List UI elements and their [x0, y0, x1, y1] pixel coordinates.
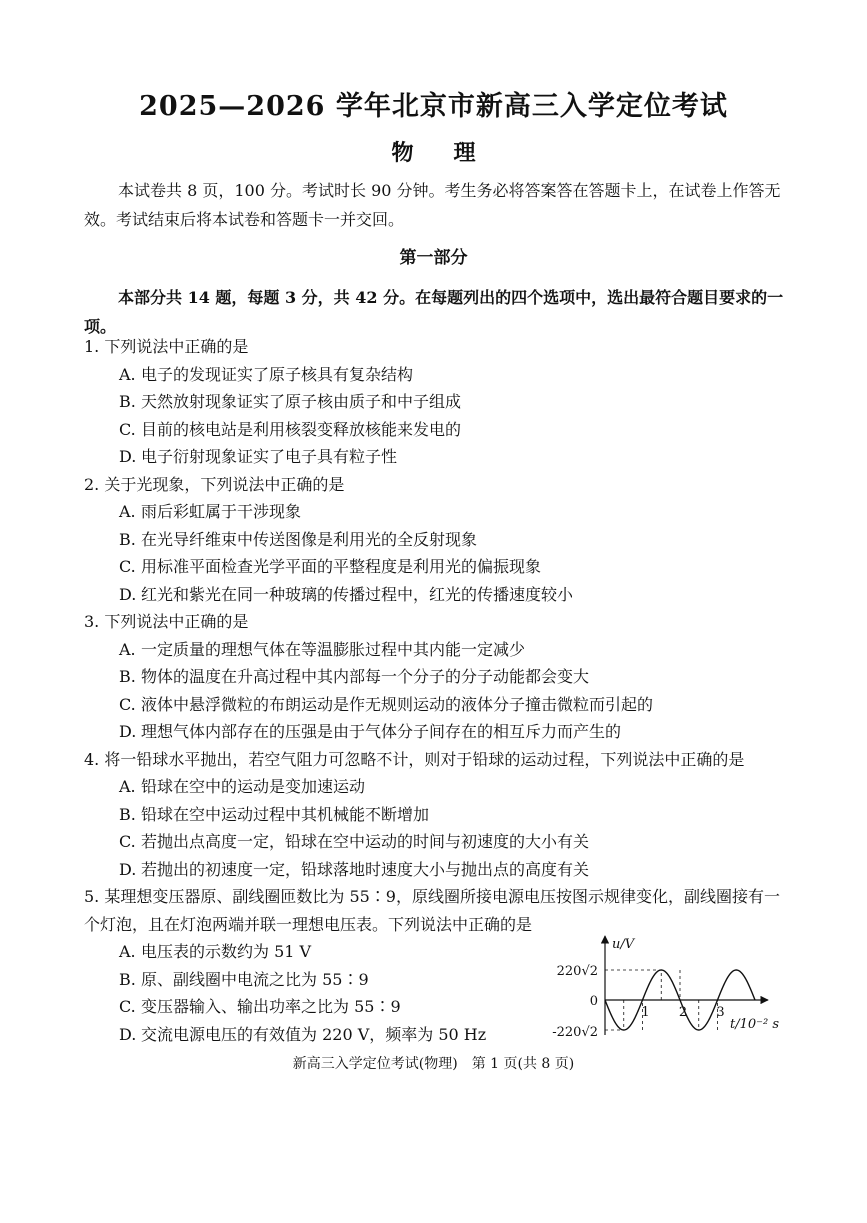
option-label: B.	[119, 969, 136, 989]
option-text: 电子衍射现象证实了电子具有粒子性	[141, 447, 398, 466]
option-label: B.	[119, 804, 136, 824]
option-text: 电子的发现证实了原子核具有复杂结构	[141, 364, 414, 384]
y-axis-label: u/V	[612, 937, 635, 952]
option-text: 液体中悬浮微粒的布朗运动是作无规则运动的液体分子撞击微粒而引起的	[141, 694, 654, 714]
option-c	[119, 828, 794, 856]
x-tick-3: 3	[716, 1005, 725, 1020]
x-tick-1: 1	[641, 1005, 650, 1020]
option-text: 用标准平面检查光学平面的平整程度是利用光的偏振现象	[141, 557, 542, 576]
option-label: A.	[119, 777, 136, 796]
option-text: 铅球在空中的运动是变加速运动	[141, 777, 366, 796]
option-d	[119, 856, 794, 884]
y-tick-max: 220√2	[556, 964, 598, 979]
voltage-time-graph	[540, 930, 790, 1040]
part-heading: 第一部分	[399, 248, 468, 268]
question-stem: 1. 下列说法中正确的是	[84, 337, 249, 356]
option-label: C.	[119, 832, 136, 851]
option-text: 原、副线圈中电流之比为 55∶9	[141, 969, 369, 989]
option-text: 物体的温度在升高过程中其内部每一个分子的分子动能都会变大	[141, 667, 590, 686]
option-a	[119, 636, 794, 664]
question-1	[84, 333, 794, 471]
option-text: 电压表的示数约为 51 V	[141, 942, 312, 961]
option-text: 铅球在空中运动过程中其机械能不断增加	[141, 804, 430, 824]
question-stem: 5. 某理想变压器原、副线圈匝数比为 55∶9，原线圈所接电源电压按图示规律变化，副线圈接有一个灯泡，且在灯泡两端并联一理想电压表。下列说法中正确的是	[84, 887, 780, 934]
option-text: 变压器输入、输出功率之比为 55∶9	[141, 997, 401, 1016]
option-label: A.	[119, 639, 136, 659]
option-label: A.	[119, 942, 136, 961]
option-label: C.	[119, 419, 136, 439]
question-stem: 4. 将一铅球水平抛出，若空气阻力可忽略不计，则对于铅球的运动过程，下列说法中正确的是	[84, 749, 745, 769]
option-label: D.	[119, 722, 137, 741]
option-b	[119, 663, 794, 691]
option-label: D.	[119, 859, 137, 879]
option-label: C.	[119, 557, 136, 576]
option-label: B.	[119, 667, 136, 686]
question-3	[84, 608, 794, 746]
option-a	[119, 498, 794, 526]
voltage-time-chart	[540, 930, 790, 1040]
option-label: D.	[119, 1024, 137, 1044]
option-d	[119, 718, 794, 746]
option-d	[119, 443, 794, 471]
option-label: D.	[119, 447, 137, 466]
option-label: C.	[119, 694, 136, 714]
page-footer: 新高三入学定位考试(物理) 第 1 页(共 8 页)	[292, 1056, 575, 1072]
option-c	[119, 416, 794, 444]
x-tick-2: 2	[678, 1005, 688, 1020]
part-instruction: 本部分共 14 题，每题 3 分，共 42 分。在每题列出的四个选项中，选出最符合题目要求的一项。	[84, 288, 784, 336]
exam-intro: 本试卷共 8 页，100 分。考试时长 90 分钟。考生务必将答案答在答题卡上，在试卷上作答无效。考试结束后将本试卷和答题卡一并交回。	[84, 181, 781, 229]
option-a	[119, 773, 794, 801]
option-text: 若抛出点高度一定，铅球在空中运动的时间与初速度的大小有关	[141, 832, 590, 851]
question-4	[84, 746, 794, 884]
y-tick-zero: 0	[589, 994, 598, 1009]
option-text: 理想气体内部存在的压强是由于气体分子间存在的相互斥力而产生的	[141, 722, 622, 741]
question-stem: 2. 关于光现象，下列说法中正确的是	[84, 474, 345, 494]
subject-title: 物理	[391, 140, 516, 166]
option-b	[119, 526, 794, 554]
option-text: 目前的核电站是利用核裂变释放核能来发电的	[141, 419, 462, 439]
option-label: D.	[119, 584, 137, 604]
option-c	[119, 691, 794, 719]
option-b	[119, 801, 794, 829]
option-text: 一定质量的理想气体在等温膨胀过程中其内能一定减少	[141, 639, 526, 659]
option-text: 红光和紫光在同一种玻璃的传播过程中，红光的传播速度较小	[141, 584, 574, 604]
option-b	[119, 388, 794, 416]
y-tick-min: -220√2	[552, 1025, 598, 1040]
option-label: A.	[119, 502, 136, 521]
option-label: B.	[119, 392, 136, 411]
option-d	[119, 581, 794, 609]
option-label: B.	[119, 529, 136, 549]
option-c	[119, 553, 794, 581]
option-text: 交流电源电压的有效值为 220 V，频率为 50 Hz	[141, 1024, 487, 1044]
question-stem: 3. 下列说法中正确的是	[84, 612, 249, 631]
option-text: 在光导纤维束中传送图像是利用光的全反射现象	[141, 529, 478, 549]
option-text: 若抛出的初速度一定，铅球落地时速度大小与抛出点的高度有关	[141, 859, 590, 879]
question-2	[84, 471, 794, 609]
option-text: 天然放射现象证实了原子核由质子和中子组成	[141, 392, 462, 411]
option-text: 雨后彩虹属于干涉现象	[141, 502, 302, 521]
exam-title: 2025—2026 学年北京市新高三入学定位考试	[139, 91, 728, 122]
x-axis-label: t/10⁻² s	[730, 1017, 780, 1032]
option-a	[119, 361, 794, 389]
option-label: A.	[119, 364, 136, 384]
option-label: C.	[119, 997, 136, 1016]
